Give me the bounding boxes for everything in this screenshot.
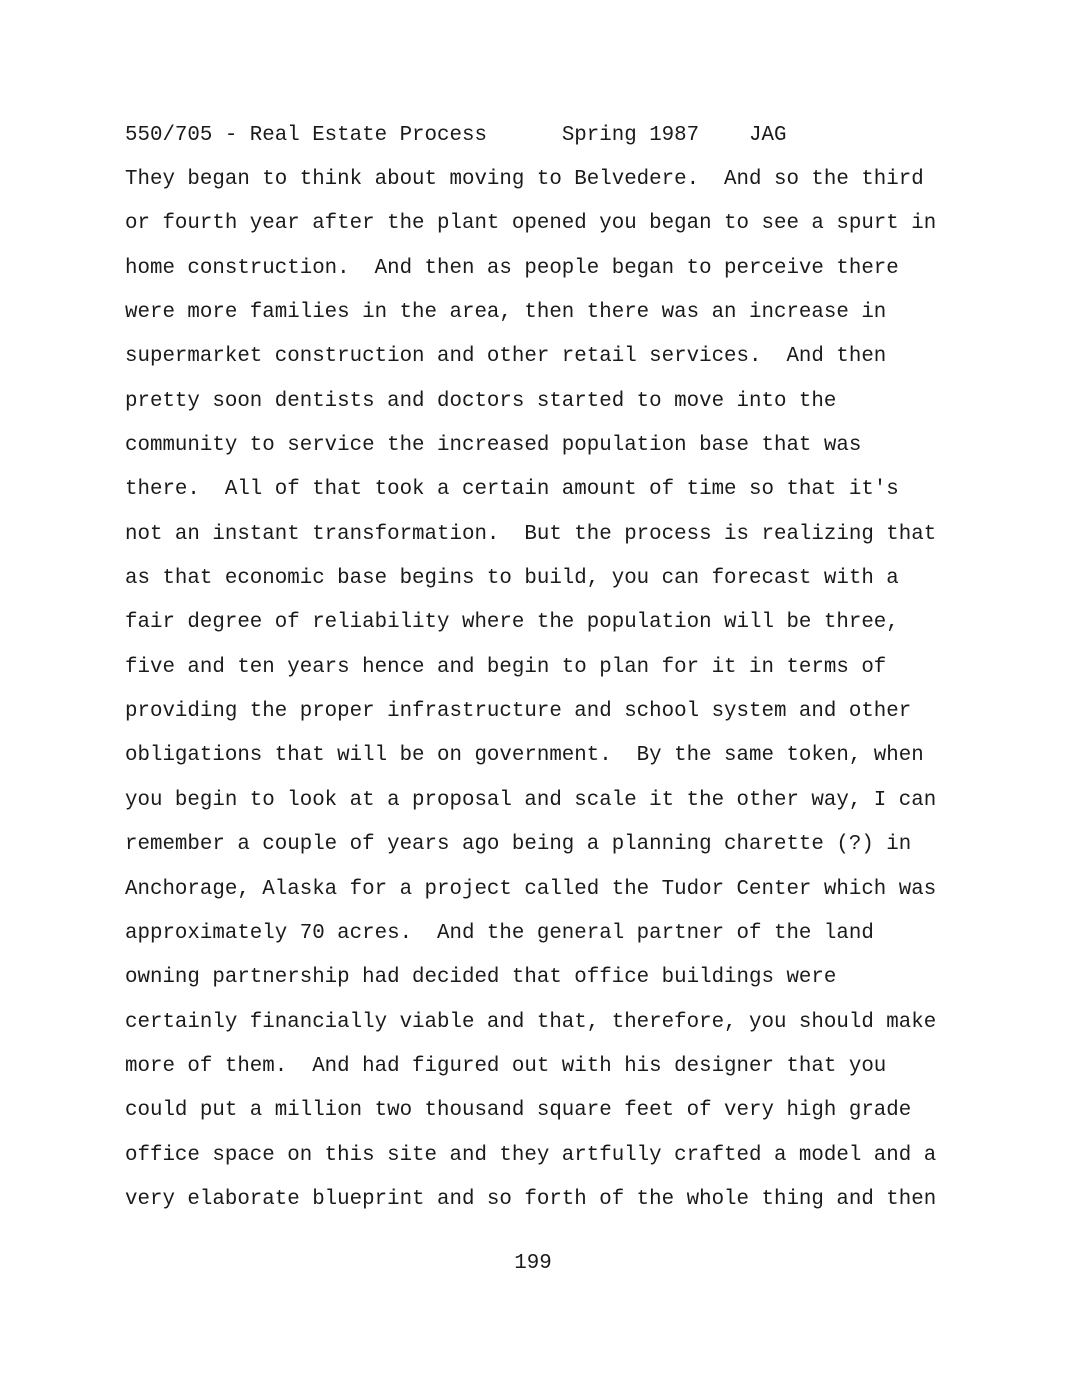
page-header <box>125 124 787 148</box>
text-line: or fourth year after the plant opened you began to see a spurt in <box>125 212 937 236</box>
transcript-body <box>125 168 936 1232</box>
text-line: remember a couple of years ago being a planning charette (?) in <box>125 833 912 857</box>
text-line: supermarket construction and other retail services. And then <box>125 345 887 369</box>
text-line: could put a million two thousand square feet of very high grade <box>125 1099 912 1123</box>
text-line: more of them. And had figured out with his designer that you <box>125 1054 887 1078</box>
text-line: fair degree of reliability where the population will be three, <box>125 611 899 635</box>
text-line: community to service the increased population base that was <box>125 434 862 458</box>
text-line: They began to think about moving to Belvedere. And so the third <box>125 168 924 191</box>
text-line: office space on this site and they artfully crafted a model and a <box>125 1143 937 1167</box>
text-line: very elaborate blueprint and so forth of the whole thing and then <box>125 1187 937 1211</box>
course-title: 550/705 - Real Estate Process <box>125 124 487 147</box>
text-line: you begin to look at a proposal and scale it the other way, I can <box>125 788 937 812</box>
author-initials: JAG <box>749 124 787 147</box>
text-line: certainly financially viable and that, therefore, you should make <box>125 1010 937 1034</box>
text-line: were more families in the area, then there was an increase in <box>125 301 887 325</box>
page-number: 199 <box>514 1252 552 1275</box>
text-line: as that economic base begins to build, you can forecast with a <box>125 567 899 591</box>
text-line: owning partnership had decided that office buildings were <box>125 966 837 990</box>
text-line: there. All of that took a certain amount of time so that it's <box>125 478 899 502</box>
header-spacer-2 <box>699 124 749 147</box>
text-line: not an instant transformation. But the process is realizing that <box>125 522 937 546</box>
text-line: pretty soon dentists and doctors started to move into the <box>125 389 837 413</box>
text-line: obligations that will be on government. By the same token, when <box>125 744 924 768</box>
text-line: Anchorage, Alaska for a project called the Tudor Center which was <box>125 877 937 901</box>
text-line: providing the proper infrastructure and school system and other <box>125 700 912 724</box>
text-line: approximately 70 acres. And the general partner of the land <box>125 921 874 945</box>
text-line: five and ten years hence and begin to plan for it in terms of <box>125 655 887 679</box>
term-label: Spring 1987 <box>561 124 700 147</box>
header-spacer-1 <box>487 124 562 147</box>
text-line: home construction. And then as people began to perceive there <box>125 256 899 280</box>
